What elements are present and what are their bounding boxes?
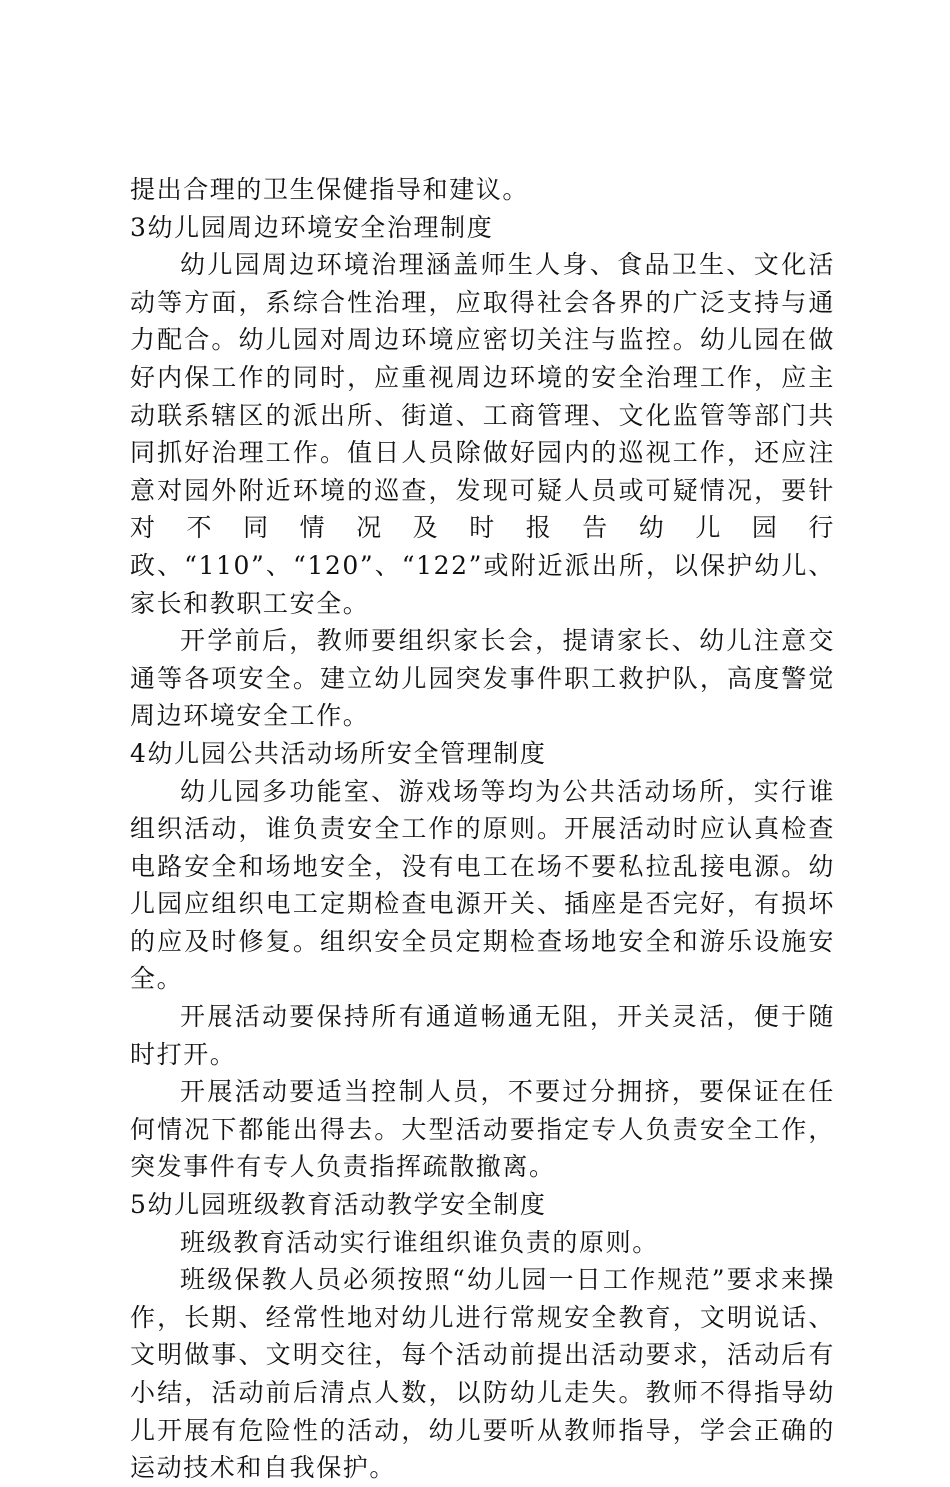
paragraph-semester-start: 开学前后，教师要组织家长会，提请家长、幼儿注意交通等各项安全。建立幼儿园突发事件职工救护队，高度警觉周边环境安全工作。 <box>130 626 835 731</box>
paragraph-crowd-control: 开展活动要适当控制人员，不要过分拥挤，要保证在任何情况下都能出得去。大型活动要指定专人负责安全工作，突发事件有专人负责指挥疏散撤离。 <box>130 1077 835 1182</box>
paragraph-passages-clear: 开展活动要保持所有通道畅通无阻，开关灵活，便于随时打开。 <box>130 1002 835 1069</box>
section-heading-4: 4幼儿园公共活动场所安全管理制度 <box>130 738 547 768</box>
document-body <box>130 171 835 1487</box>
paragraph-continued: 提出合理的卫生保健指导和建议。 <box>130 175 530 204</box>
paragraph-class-responsibility: 班级教育活动实行谁组织谁负责的原则。 <box>180 1227 659 1257</box>
paragraph-surroundings-management: 幼儿园周边环境治理涵盖师生人身、食品卫生、文化活动等方面，系综合性治理，应取得社会各界的广泛支持与通力配合。幼儿园对周边环境应密切关注与监控。幼儿园在做好内保工作的同时，应重视周边环境的安全治理工作，应主动联系辖区的派出所、街道、工商管理、文化监管等部门共同抓好治理工作。值日人员除做好园内的巡视工作，还应注意对园外附近环境的巡查，发现可疑人员或可疑情况，要针对不同情况及时报告幼儿园行政、“110”、“120”、“122”或附近派出所，以保护幼儿、家长和教职工安全。 <box>130 250 835 618</box>
section-heading-5: 5幼儿园班级教育活动教学安全制度 <box>130 1190 547 1220</box>
paragraph-class-safety-education: 班级保教人员必须按照“幼儿园一日工作规范”要求来操作，长期、经常性地对幼儿进行常规安全教育，文明说话、文明做事、文明交往，每个活动前提出活动要求，活动后有小结，活动前后清点人数，以防幼儿走失。教师不得指导幼儿开展有危险性的活动，幼儿要听从教师指导，学会正确的运动技术和自我保护。 <box>130 1265 835 1483</box>
paragraph-public-venues: 幼儿园多功能室、游戏场等均为公共活动场所，实行谁组织活动，谁负责安全工作的原则。开展活动时应认真检查电路安全和场地安全，没有电工在场不要私拉乱接电源。幼儿园应组织电工定期检查电源开关、插座是否完好，有损坏的应及时修复。组织安全员定期检查场地安全和游乐设施安全。 <box>130 776 835 994</box>
section-heading-3: 3幼儿园周边环境安全治理制度 <box>130 212 494 242</box>
